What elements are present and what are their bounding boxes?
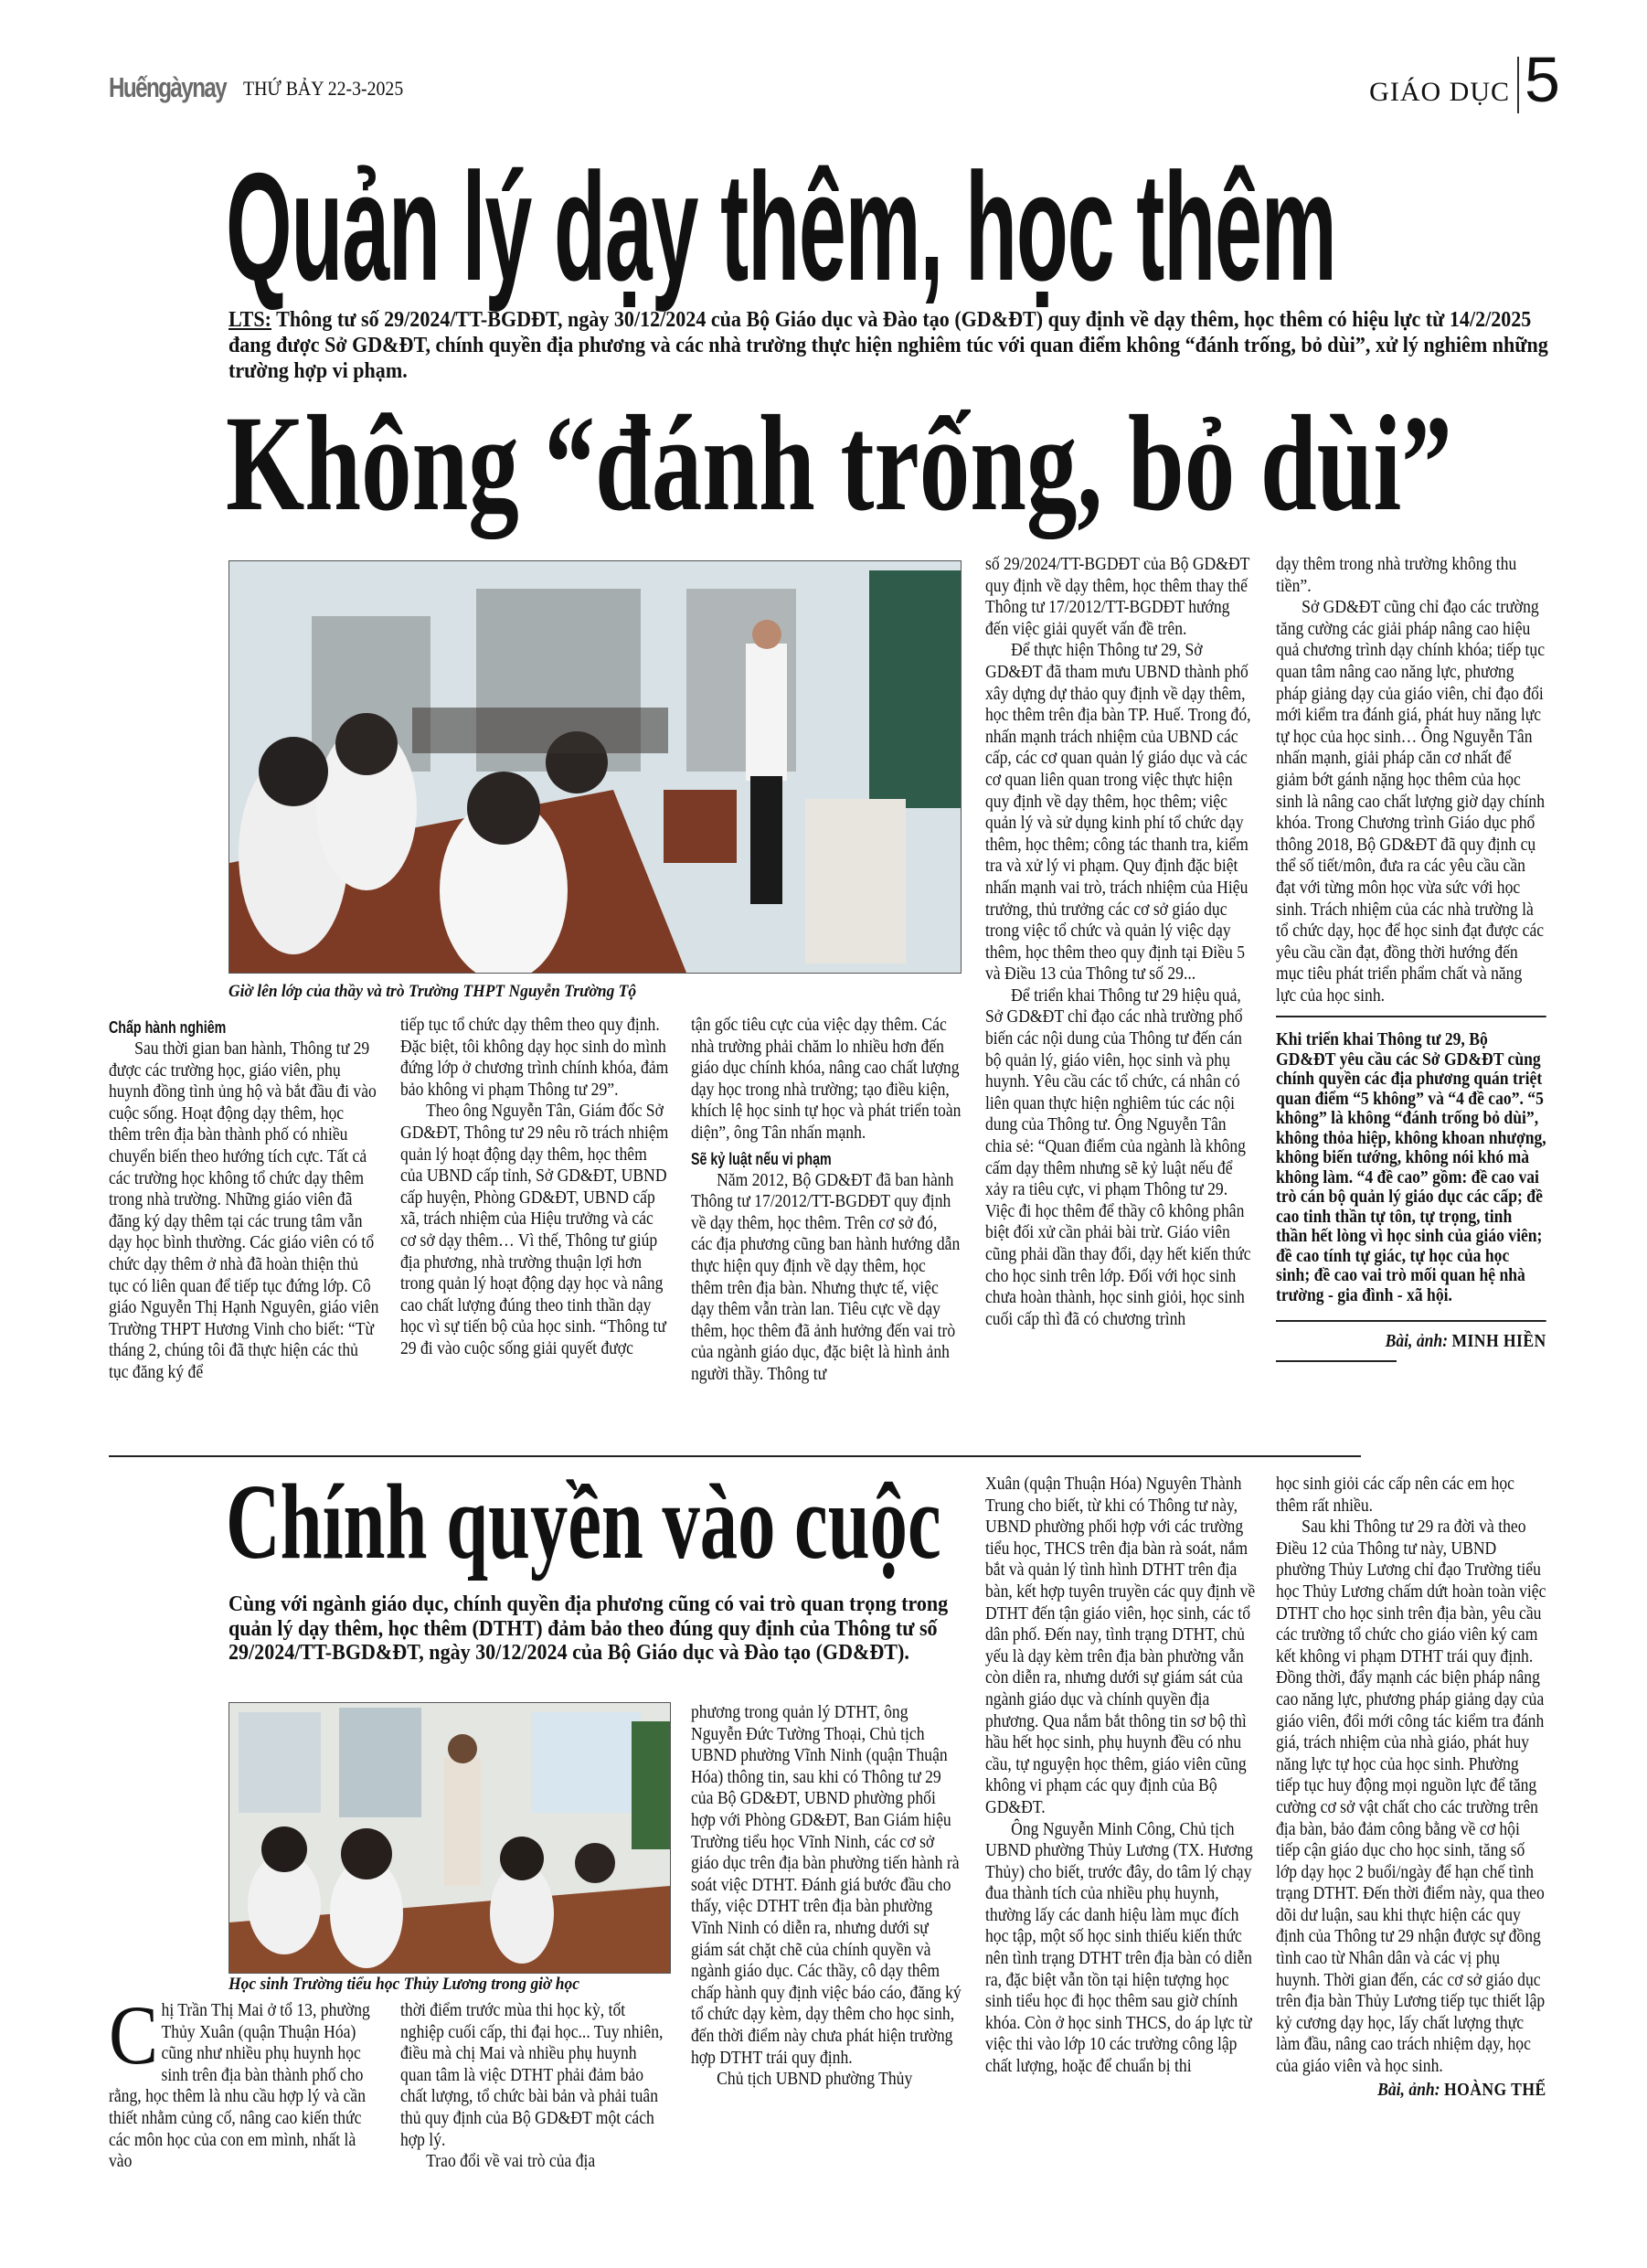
paragraph: phương trong quản lý DTHT, ông Nguyễn Đức Tường Thoại, Chủ tịch UBND phường Vĩnh Ninh (quận Thuận Hóa) thông tin, sau khi có Thông tư 29 của Bộ GD&ĐT, UBND phường phối hợp với Phòng GD&ĐT, Ban Giám hiệu Trường tiểu học Vĩnh Ninh, các cơ sở giáo dục trên địa bàn phường tiến hành rà soát việc DTHT. Đánh giá bước đầu cho thấy, việc DTHT trên địa bàn phường Vĩnh Ninh có diễn ra, nhưng dưới sự giám sát chặt chẽ của chính quyền và ngành giáo dục. Các thầy, cô dạy thêm chấp hành quy định việc báo cáo, đăng ký tổ chức dạy kèm, dạy thêm cho học sinh, đến thời điểm này chưa phát hiện trường hợp DTHT trái quy định. <box>691 1702 962 2068</box>
photo-caption: Học sinh Trường tiểu học Thủy Lương trong giờ học <box>228 1975 580 1994</box>
paragraph: Để triển khai Thông tư 29 hiệu quả, Sở GD&ĐT chỉ đạo các nhà trường phổ biến các nội dung của Thông tư đến cán bộ quản lý, giáo viên, học sinh và phụ huynh. Yêu cầu các tổ chức, cá nhân có liên quan thực hiện nghiêm túc các nội dung của Thông tư. Ông Nguyễn Tân chia sẻ: “Quan điểm của ngành là không cấm dạy thêm nhưng sẽ kỷ luật nếu để xảy ra tiêu cực, vi phạm Thông tư 29. Việc đi học thêm để thầy cô không phân biệt đối xử cần phải bài trừ. Giáo viên cũng phải dần thay đổi, dạy hết kiến thức cho học sinh trên lớp. Đối với học sinh chưa hoàn thành, học sinh giỏi, học sinh cuối cấp thì đã có chương trình <box>985 985 1251 1329</box>
paragraph: Sau thời gian ban hành, Thông tư 29 được các trường học, giáo viên, phụ huynh đồng tình ủng hộ và bắt đầu đi vào cuộc sống. Hoạt động dạy thêm, học thêm trên địa bàn thành phố có nhiều chuyển biến theo hướng tích cực. Tất cả các trường học không tổ chức dạy thêm trong nhà trường. Những giáo viên đã đăng ký dạy thêm tại các trung tâm vẫn dạy học bình thường. Các giáo viên có tổ chức dạy thêm ở nhà đã hoàn thiện thủ tục có liên quan để tiếp tục đứng lớp. Cô giáo Nguyễn Thị Hạnh Nguyên, giáo viên Trường THPT Hương Vinh cho biết: “Từ tháng 2, chúng tôi đã thực hiện các thủ tục đăng ký để <box>109 1038 379 1382</box>
primary-school-photo <box>228 1702 671 1974</box>
page-number: 5 <box>1525 44 1560 115</box>
article1-column-3 <box>691 1015 962 1386</box>
paragraph: Trao đổi về vai trò của địa <box>426 2151 596 2172</box>
article1-column-1 <box>109 1013 379 1384</box>
byline <box>1276 2080 1546 2102</box>
byline-rule <box>1276 1360 1397 1362</box>
paragraph: Sau khi Thông tư 29 ra đời và theo Điều 12 của Thông tư này, UBND phường Thủy Lương chỉ đạo Trường tiểu học Thủy Lương chấm dứt hoàn toàn việc DTHT cho học sinh trên địa bàn, yêu cầu các trường tổ chức cho giáo viên ký cam kết không vi phạm DTHT trái quy định. Đồng thời, đẩy mạnh các biện pháp nâng cao năng lực, phương pháp giảng dạy của giáo viên, đổi mới công tác kiểm tra đánh giá, trách nhiệm của nhà giáo, phát huy năng lực tự học của học sinh. Phường tiếp tục huy động mọi nguồn lực để tăng cường cơ sở vật chất cho các trường trên địa bàn, bảo đảm công bằng về cơ hội tiếp cận giáo dục cho học sinh, tăng số lớp dạy học 2 buổi/ngày để hạn chế tình trạng DTHT. Đến thời điểm này, qua theo dõi dư luận, sau khi thực hiện các quy định của Thông tư 29 nhận được sự đồng tình cao từ Nhân dân và các vị phụ huynh. Thời gian đến, các cơ sở giáo dục trên địa bàn Thủy Lương tiếp tục thiết lập kỷ cương dạy học, lấy chất lượng thực làm đầu, nâng cao trách nhiệm dạy, học của giáo viên và học sinh. <box>1276 1517 1546 2077</box>
editor-note <box>228 307 1553 384</box>
editor-note-text: Thông tư số 29/2024/TT-BGDĐT, ngày 30/12/2024 của Bộ Giáo dục và Đào tạo (GD&ĐT) quy định về dạy thêm, học thêm có hiệu lực từ 14/2/2025 đang được Sở GD&ĐT, chính quyền địa phương và các nhà trường thực hiện nghiêm túc với quan điểm không “đánh trống, bỏ dùi”, xử lý nghiêm những trường hợp vi phạm. <box>228 307 1548 383</box>
paragraph: Chủ tịch UBND phường Thủy <box>717 2069 913 2090</box>
byline-label: Bài, ảnh: <box>1385 1331 1449 1352</box>
paragraph <box>109 1988 379 2173</box>
section-name: GIÁO DỤC <box>1369 77 1510 107</box>
article2-column-5 <box>1276 1474 1546 2101</box>
paragraph: Năm 2012, Bộ GD&ĐT đã ban hành Thông tư 17/2012/TT-BGDĐT quy định về dạy thêm, học thêm. Trên cơ sở đó, các địa phương cũng ban hành hướng dẫn thực hiện quy định về dạy thêm, học thêm trên địa bàn. Nhưng thực tế, việc dạy thêm vẫn tràn lan. Tiêu cực về dạy thêm, học thêm đã ảnh hưởng đến vai trò của ngành giáo dục, đặc biệt là hình ảnh người thầy. Thông tư <box>691 1169 961 1384</box>
header-divider <box>1517 57 1519 113</box>
article1-column-4 <box>985 554 1256 1330</box>
issue-date: THỨ BẢY 22-3-2025 <box>243 77 404 100</box>
paragraph: tận gốc tiêu cực của việc dạy thêm. Các nhà trường phải chăm lo nhiều hơn đến giáo dục chính khóa, nâng cao chất lượng dạy học trong nhà trường; tạo điều kiện, khích lệ học sinh tự học và phát triển toàn diện”, ông Tân nhấn mạnh. <box>691 1015 962 1143</box>
paragraph: Ông Nguyễn Minh Công, Chủ tịch UBND phường Thủy Lương (TX. Hương Thủy) cho biết, trước đây, do tâm lý chạy đua thành tích của nhiều phụ huynh, thường lấy các danh hiệu làm mục đích học tập, một số học sinh thiếu kiến thức nên tình trạng DTHT trên địa bàn có diễn ra, đặc biệt vẫn tồn tại hiện tượng học sinh tiểu học đi học thêm sau giờ chính khóa. Còn ở học sinh THCS, do áp lực từ việc thi vào lớp 10 các trường công lập chất lượng, hoặc để chuẩn bị thi <box>985 1818 1253 2077</box>
article1-headline: Không “đánh trống, bỏ dùi” <box>226 388 1452 539</box>
article2-column-4 <box>985 1474 1256 2078</box>
editor-note-label: LTS: <box>228 307 271 332</box>
article2-column-1 <box>109 1988 379 2173</box>
newspaper-logo: Huếngàynay <box>109 71 227 103</box>
paragraph: tiếp tục tổ chức dạy thêm theo quy định. Đặc biệt, tôi không dạy học sinh do mình đứng lớp ở chương trình chính khóa, đảm bảo không vi phạm Thông tư 29”. <box>400 1015 669 1100</box>
byline-label: Bài, ảnh: <box>1377 2079 1440 2100</box>
article2-lead: Cùng với ngành giáo dục, chính quyền địa phương cũng có vai trò quan trọng trong quản lý dạy thêm, học thêm (DTHT) đảm bảo theo đúng quy định của Thông tư số 29/2024/TT-BGD&ĐT, ngày 30/12/2024 của Bộ Giáo dục và Đào tạo (GD&ĐT). <box>228 1592 949 1665</box>
article1-column-5 <box>1276 554 1546 1362</box>
paragraph: Xuân (quận Thuận Hóa) Nguyên Thành Trung cho biết, từ khi có Thông tư này, UBND phường phối hợp với các trường tiểu học, THCS trên địa bàn rà soát, nắm bắt và quản lý tình hình DTHT trên địa bàn, kết hợp tuyên truyền các quy định về DTHT đến tận giáo viên, học sinh, các tổ dân phố. Đến nay, tình trạng DTHT, chủ yếu là dạy kèm trên địa bàn phường vẫn còn diễn ra, nhưng dưới sự giám sát của ngành giáo dục và chính quyền địa phương. Qua nắm bắt thông tin sơ bộ thì hầu hết học sinh, phụ huynh đều có nhu cầu, tự nguyện học thêm, giáo viên cũng không vi phạm các quy định của Bộ GD&ĐT. <box>985 1474 1256 1817</box>
article1-column-2 <box>400 1015 671 1360</box>
main-headline: Quản lý dạy thêm, học thêm <box>226 141 1336 313</box>
article2-headline: Chính quyền vào cuộc <box>226 1462 941 1581</box>
subheading: Sẽ kỷ luật nếu vi phạm <box>691 1149 832 1168</box>
paragraph-text: hị Trần Thị Mai ở tổ 13, phường Thủy Xuân (quận Thuận Hóa) cũng như nhiều phụ huynh học sinh trên địa bàn thành phố cho rằng, học thêm là nhu cầu hợp lý và cần thiết nhằm củng cố, nâng cao kiến thức các môn học của con em mình, nhất là vào <box>109 2000 370 2172</box>
paragraph: Sở GD&ĐT cũng chỉ đạo các trường tăng cường các giải pháp nâng cao hiệu quả chương trình dạy chính khóa; tiếp tục quan tâm nâng cao năng lực, phương pháp giảng dạy của giáo viên, chỉ đạo đổi mới kiểm tra đánh giá, phát huy năng lực tự học của học sinh… Ông Nguyễn Tân nhấn mạnh, giải pháp căn cơ nhất để giảm bớt gánh nặng học thêm của học sinh là nâng cao chất lượng giờ dạy chính khóa. Trong Chương trình Giáo dục phổ thông 2018, Bộ GD&ĐT đã quy định cụ thể số tiết/môn, đưa ra các yêu cầu cần đạt với từng môn học vừa sức với học sinh. Trách nhiệm của các nhà trường là tổ chức dạy, học để học sinh đạt được các yêu cầu cần đạt, đồng thời hướng đến mục tiêu phát triển phẩm chất và năng lực của học sinh. <box>1276 597 1546 1006</box>
classroom-photo <box>228 560 962 974</box>
paragraph: dạy thêm trong nhà trường không thu tiền”. <box>1276 554 1517 596</box>
paragraph: thời điểm trước mùa thi học kỳ, tốt nghiệp cuối cấp, thi đại học... Tuy nhiên, điều mà chị Mai và nhiều phụ huynh quan tâm là việc DTHT phải đảm bảo chất lượng, tổ chức bài bản và phải tuân thủ quy định của Bộ GD&ĐT một cách hợp lý. <box>400 2000 664 2150</box>
highlight-box: Khi triển khai Thông tư 29, Bộ GD&ĐT yêu cầu các Sở GD&ĐT cùng chính quyền các địa phương quán triệt quan điểm “5 không” và “4 đề cao”. “5 không” là không “đánh trống bỏ dùi”, không thỏa hiệp, không khoan nhượng, không biến tướng, không nói khó mà không làm. “4 đề cao” gồm: đề cao vai trò cán bộ quản lý giáo dục các cấp; đề cao tinh thần tự tôn, tự trọng, tinh thần hết lòng vì học sinh của giáo viên; đề cao tính tự giác, tự học của học sinh; đề cao vai trò mối quan hệ nhà trường - gia đình - xã hội. <box>1276 1016 1546 1305</box>
article-divider <box>109 1455 1361 1457</box>
paragraph: Theo ông Nguyễn Tân, Giám đốc Sở GD&ĐT, Thông tư 29 nêu rõ trách nhiệm quản lý hoạt động dạy thêm, học thêm của UBND cấp tỉnh, Sở GD&ĐT, UBND cấp huyện, Phòng GD&ĐT, UBND cấp xã, trách nhiệm của Hiệu trưởng và các cơ sở dạy thêm… Vì thế, Thông tư giúp địa phương, nhà trường thuận lợi hơn trong quản lý hoạt động dạy học và nâng cao chất lượng đúng theo tinh thần dạy học vì sự tiến bộ của học sinh. “Thông tư 29 đi vào cuộc sống giải quyết được <box>400 1101 669 1358</box>
article2-column-3 <box>691 1702 962 2091</box>
photo-caption: Giờ lên lớp của thầy và trò Trường THPT Nguyễn Trường Tộ <box>228 982 637 1001</box>
byline-author: HOÀNG THẾ <box>1443 2079 1546 2100</box>
drop-cap: C <box>109 1988 159 2082</box>
paragraph: Để thực hiện Thông tư 29, Sở GD&ĐT đã tham mưu UBND thành phố xây dựng dự thảo quy định về dạy thêm, học thêm trên địa bàn TP. Huế. Trong đó, nhấn mạnh trách nhiệm của UBND các cấp, các cơ quan quản lý giáo dục và các cơ quan liên quan trong việc thực hiện quy định về dạy thêm, học thêm; việc quản lý và sử dụng kinh phí tổ chức dạy thêm, học thêm; công tác thanh tra, kiểm tra và xử lý vi phạm. Quy định đặc biệt nhấn mạnh vai trò, trách nhiệm của Hiệu trưởng, thủ trưởng các cơ sở giáo dục trong việc tổ chức và quản lý việc dạy thêm, học thêm theo quy định tại Điều 5 và Điều 13 của Thông tư số 29... <box>985 640 1251 985</box>
article2-column-2 <box>400 2000 671 2173</box>
byline-author: MINH HIỀN <box>1451 1331 1546 1352</box>
byline <box>1276 1320 1546 1353</box>
paragraph: học sinh giỏi các cấp nên các em học thêm rất nhiều. <box>1276 1474 1514 1516</box>
paragraph: số 29/2024/TT-BGDĐT của Bộ GD&ĐT quy định về dạy thêm, học thêm thay thế Thông tư 17/2012/TT-BGDĐT hướng đến việc giải quyết vấn đề trên. <box>985 554 1250 639</box>
subheading: Chấp hành nghiêm <box>109 1018 227 1037</box>
